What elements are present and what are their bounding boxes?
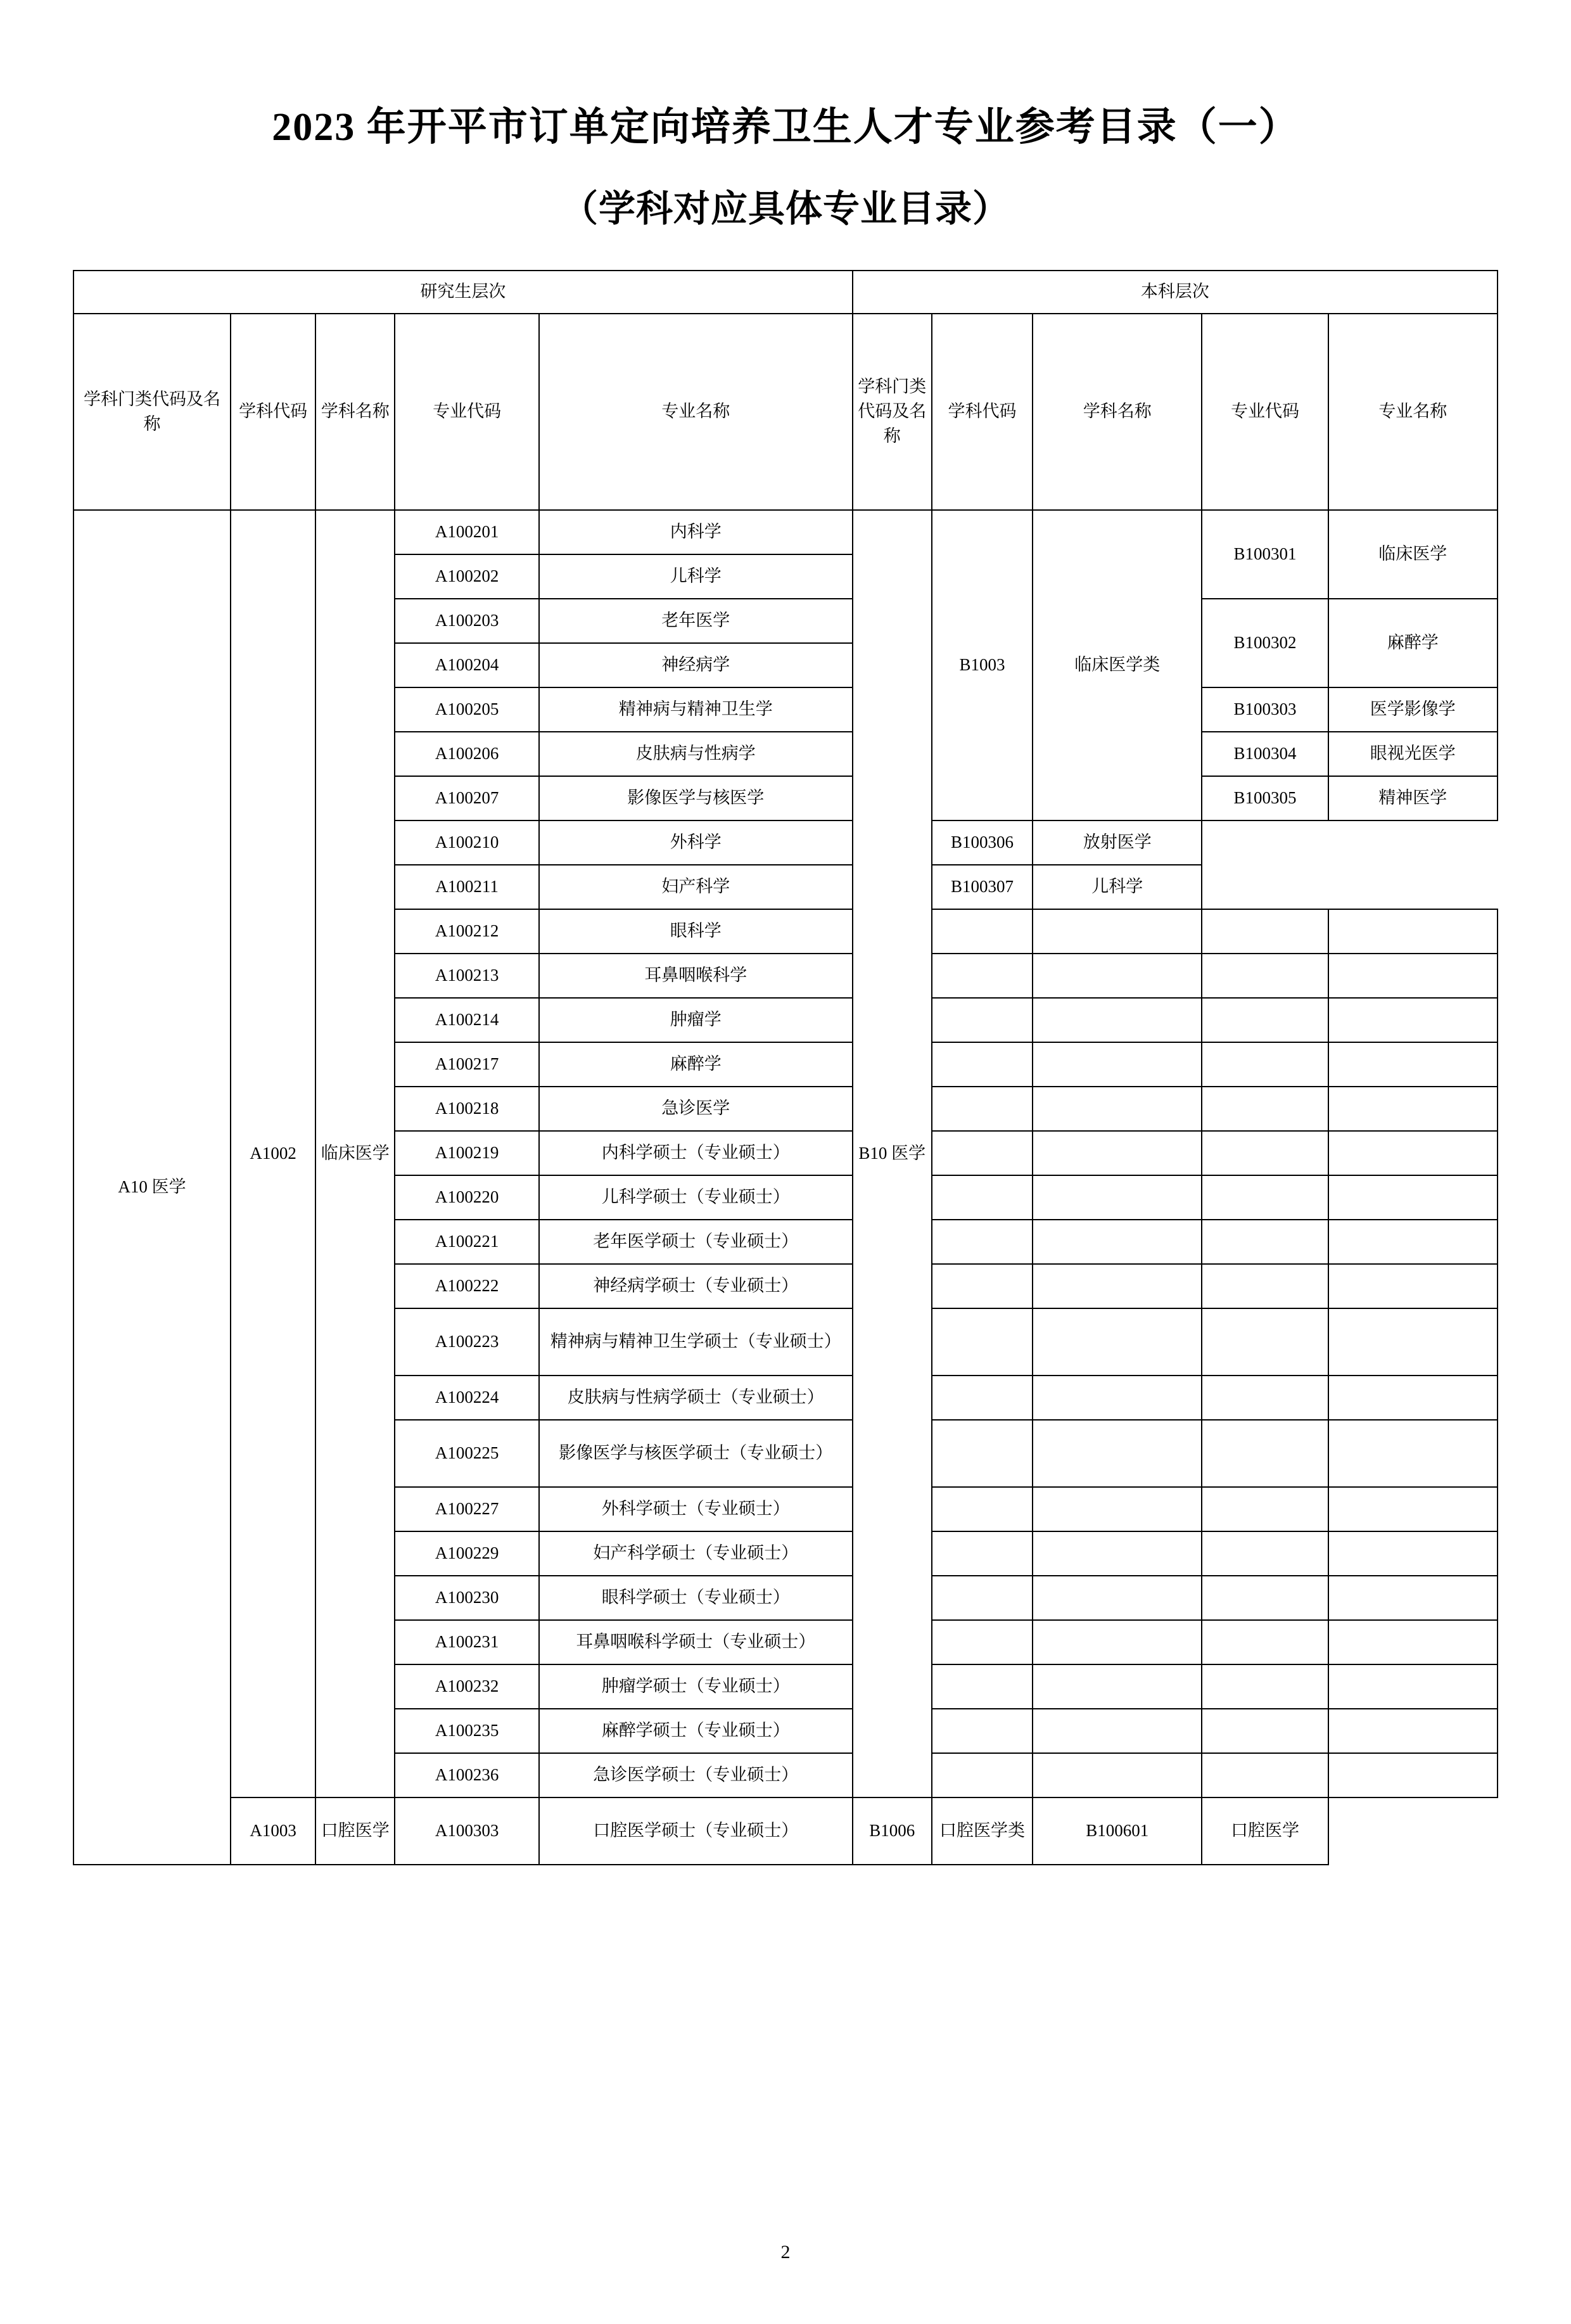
grad-major-name: 内科学 bbox=[539, 510, 853, 554]
page-title: 2023 年开平市订单定向培养卫生人才专业参考目录（一） bbox=[272, 106, 1299, 149]
empty-cell bbox=[1202, 1175, 1328, 1220]
group-header-undergraduate: 本科层次 bbox=[853, 271, 1498, 314]
grad-major-code: A100303 bbox=[395, 1797, 539, 1865]
grad-major-code: A100224 bbox=[395, 1376, 539, 1420]
empty-cell bbox=[1328, 1709, 1498, 1753]
grad-major-code: A100227 bbox=[395, 1487, 539, 1531]
grad-major-name: 肿瘤学 bbox=[539, 998, 853, 1042]
col-header-ug-major-code: 专业代码 bbox=[1202, 314, 1328, 510]
empty-cell bbox=[932, 998, 1033, 1042]
empty-cell bbox=[1033, 1709, 1202, 1753]
grad-major-name: 儿科学硕士（专业硕士） bbox=[539, 1175, 853, 1220]
empty-cell bbox=[1328, 1042, 1498, 1087]
grad-major-code: A100205 bbox=[395, 687, 539, 732]
empty-cell bbox=[1202, 1376, 1328, 1420]
empty-cell bbox=[932, 1264, 1033, 1308]
grad-major-code: A100206 bbox=[395, 732, 539, 776]
empty-cell bbox=[932, 1420, 1033, 1487]
empty-cell bbox=[932, 1042, 1033, 1087]
empty-cell bbox=[1202, 1620, 1328, 1664]
grad-major-name: 皮肤病与性病学硕士（专业硕士） bbox=[539, 1376, 853, 1420]
grad-major-code: A100220 bbox=[395, 1175, 539, 1220]
empty-cell bbox=[1033, 909, 1202, 954]
ug-major-code: B100302 bbox=[1202, 599, 1328, 687]
empty-cell bbox=[1202, 1576, 1328, 1620]
empty-cell bbox=[1328, 1620, 1498, 1664]
grad-subject-code-cell: A1003 bbox=[231, 1797, 315, 1865]
grad-major-code: A100223 bbox=[395, 1308, 539, 1376]
ug-major-name: 儿科学 bbox=[1033, 865, 1202, 909]
col-header-grad-major-code: 专业代码 bbox=[395, 314, 539, 510]
ug-category-cell: B10 医学 bbox=[853, 510, 932, 1797]
empty-cell bbox=[932, 954, 1033, 998]
empty-cell bbox=[1033, 1264, 1202, 1308]
empty-cell bbox=[1033, 1087, 1202, 1131]
empty-cell bbox=[1202, 1487, 1328, 1531]
grad-major-code: A100222 bbox=[395, 1264, 539, 1308]
ug-major-name: 眼视光医学 bbox=[1328, 732, 1498, 776]
empty-cell bbox=[1033, 1487, 1202, 1531]
col-header-ug-subject-code: 学科代码 bbox=[932, 314, 1033, 510]
ug-major-name: 医学影像学 bbox=[1328, 687, 1498, 732]
empty-cell bbox=[1328, 1420, 1498, 1487]
empty-cell bbox=[1033, 1664, 1202, 1709]
ug-major-name: 麻醉学 bbox=[1328, 599, 1498, 687]
empty-cell bbox=[932, 909, 1033, 954]
empty-cell bbox=[1033, 1220, 1202, 1264]
grad-major-name: 影像医学与核医学硕士（专业硕士） bbox=[539, 1420, 853, 1487]
ug-major-name: 放射医学 bbox=[1033, 820, 1202, 865]
grad-subject-name-cell: 口腔医学 bbox=[315, 1797, 395, 1865]
grad-major-name: 神经病学 bbox=[539, 643, 853, 687]
table-row bbox=[73, 510, 1498, 554]
col-header-ug-subject-name: 学科名称 bbox=[1033, 314, 1202, 510]
grad-major-code: A100214 bbox=[395, 998, 539, 1042]
grad-major-code: A100217 bbox=[395, 1042, 539, 1087]
grad-major-name: 精神病与精神卫生学硕士（专业硕士） bbox=[539, 1308, 853, 1376]
col-header-grad-subject-name: 学科名称 bbox=[315, 314, 395, 510]
empty-cell bbox=[1033, 1376, 1202, 1420]
grad-major-name: 内科学硕士（专业硕士） bbox=[539, 1131, 853, 1175]
grad-major-code: A100221 bbox=[395, 1220, 539, 1264]
grad-major-code: A100230 bbox=[395, 1576, 539, 1620]
grad-subject-code-cell: A1002 bbox=[231, 510, 315, 1797]
empty-cell bbox=[1328, 1175, 1498, 1220]
empty-cell bbox=[1328, 1487, 1498, 1531]
empty-cell bbox=[932, 1620, 1033, 1664]
empty-cell bbox=[932, 1131, 1033, 1175]
empty-cell bbox=[1033, 1308, 1202, 1376]
major-catalog-table bbox=[73, 270, 1498, 1865]
ug-subject-name-cell: 临床医学类 bbox=[1033, 510, 1202, 820]
ug-subject-code-cell: B1006 bbox=[853, 1797, 932, 1865]
empty-cell bbox=[1328, 1576, 1498, 1620]
ug-subject-code-cell: B1003 bbox=[932, 510, 1033, 820]
grad-subject-name-cell: 临床医学 bbox=[315, 510, 395, 1797]
grad-major-code: A100219 bbox=[395, 1131, 539, 1175]
grad-major-name: 麻醉学硕士（专业硕士） bbox=[539, 1709, 853, 1753]
grad-major-name: 眼科学硕士（专业硕士） bbox=[539, 1576, 853, 1620]
document-page bbox=[0, 101, 1571, 2324]
page-number: 2 bbox=[780, 2242, 791, 2263]
empty-cell bbox=[1202, 954, 1328, 998]
ug-subject-name-cell: 口腔医学类 bbox=[932, 1797, 1033, 1865]
ug-major-code: B100301 bbox=[1202, 510, 1328, 599]
empty-cell bbox=[932, 1664, 1033, 1709]
empty-cell bbox=[1328, 1753, 1498, 1797]
grad-major-code: A100203 bbox=[395, 599, 539, 643]
empty-cell bbox=[1033, 1531, 1202, 1576]
grad-major-code: A100212 bbox=[395, 909, 539, 954]
empty-cell bbox=[1328, 998, 1498, 1042]
group-header-graduate: 研究生层次 bbox=[73, 271, 853, 314]
grad-major-code: A100211 bbox=[395, 865, 539, 909]
grad-major-code: A100232 bbox=[395, 1664, 539, 1709]
grad-major-code: A100229 bbox=[395, 1531, 539, 1576]
empty-cell bbox=[932, 1175, 1033, 1220]
grad-major-code: A100210 bbox=[395, 820, 539, 865]
ug-major-code: B100304 bbox=[1202, 732, 1328, 776]
empty-cell bbox=[1202, 1753, 1328, 1797]
grad-major-code: A100235 bbox=[395, 1709, 539, 1753]
grad-major-name: 耳鼻咽喉科学硕士（专业硕士） bbox=[539, 1620, 853, 1664]
empty-cell bbox=[932, 1376, 1033, 1420]
ug-major-name: 精神医学 bbox=[1328, 776, 1498, 820]
grad-major-name: 急诊医学 bbox=[539, 1087, 853, 1131]
title-block bbox=[0, 101, 1571, 232]
empty-cell bbox=[1033, 1175, 1202, 1220]
grad-major-name: 妇产科学 bbox=[539, 865, 853, 909]
empty-cell bbox=[1202, 1709, 1328, 1753]
grad-major-code: A100207 bbox=[395, 776, 539, 820]
empty-cell bbox=[1328, 1308, 1498, 1376]
empty-cell bbox=[1033, 954, 1202, 998]
ug-major-name: 临床医学 bbox=[1328, 510, 1498, 599]
empty-cell bbox=[932, 1753, 1033, 1797]
table-group-header-row bbox=[73, 271, 1498, 314]
empty-cell bbox=[1033, 1420, 1202, 1487]
grad-major-name: 妇产科学硕士（专业硕士） bbox=[539, 1531, 853, 1576]
col-header-ug-category: 学科门类代码及名称 bbox=[853, 314, 932, 510]
grad-major-name: 眼科学 bbox=[539, 909, 853, 954]
empty-cell bbox=[1202, 1131, 1328, 1175]
empty-cell bbox=[932, 1531, 1033, 1576]
grad-major-name: 急诊医学硕士（专业硕士） bbox=[539, 1753, 853, 1797]
grad-major-code: A100213 bbox=[395, 954, 539, 998]
grad-major-name: 影像医学与核医学 bbox=[539, 776, 853, 820]
table-row bbox=[73, 1797, 1498, 1865]
empty-cell bbox=[1202, 909, 1328, 954]
empty-cell bbox=[1328, 1664, 1498, 1709]
grad-major-name: 麻醉学 bbox=[539, 1042, 853, 1087]
col-header-grad-category: 学科门类代码及名称 bbox=[73, 314, 231, 510]
empty-cell bbox=[1202, 1042, 1328, 1087]
grad-major-name: 耳鼻咽喉科学 bbox=[539, 954, 853, 998]
grad-major-code: A100204 bbox=[395, 643, 539, 687]
empty-cell bbox=[1033, 998, 1202, 1042]
grad-major-name: 口腔医学硕士（专业硕士） bbox=[539, 1797, 853, 1865]
grad-major-code: A100225 bbox=[395, 1420, 539, 1487]
col-header-grad-major-name: 专业名称 bbox=[539, 314, 853, 510]
ug-major-code: B100305 bbox=[1202, 776, 1328, 820]
page-subtitle: （学科对应具体专业目录） bbox=[561, 188, 1010, 229]
grad-major-code: A100218 bbox=[395, 1087, 539, 1131]
empty-cell bbox=[1033, 1042, 1202, 1087]
empty-cell bbox=[932, 1487, 1033, 1531]
grad-major-name: 外科学 bbox=[539, 820, 853, 865]
grad-major-name: 精神病与精神卫生学 bbox=[539, 687, 853, 732]
ug-major-name: 口腔医学 bbox=[1202, 1797, 1328, 1865]
col-header-ug-major-name: 专业名称 bbox=[1328, 314, 1498, 510]
grad-major-name: 儿科学 bbox=[539, 554, 853, 599]
grad-major-code: A100201 bbox=[395, 510, 539, 554]
empty-cell bbox=[932, 1220, 1033, 1264]
grad-major-name: 外科学硕士（专业硕士） bbox=[539, 1487, 853, 1531]
empty-cell bbox=[932, 1087, 1033, 1131]
grad-major-name: 皮肤病与性病学 bbox=[539, 732, 853, 776]
ug-major-code: B100306 bbox=[932, 820, 1033, 865]
empty-cell bbox=[1328, 1131, 1498, 1175]
empty-cell bbox=[1328, 1087, 1498, 1131]
empty-cell bbox=[932, 1576, 1033, 1620]
empty-cell bbox=[1202, 998, 1328, 1042]
grad-major-code: A100236 bbox=[395, 1753, 539, 1797]
empty-cell bbox=[1328, 909, 1498, 954]
empty-cell bbox=[1328, 1531, 1498, 1576]
grad-major-code: A100202 bbox=[395, 554, 539, 599]
empty-cell bbox=[1328, 1264, 1498, 1308]
empty-cell bbox=[1202, 1531, 1328, 1576]
empty-cell bbox=[1033, 1753, 1202, 1797]
empty-cell bbox=[1202, 1220, 1328, 1264]
grad-major-name: 肿瘤学硕士（专业硕士） bbox=[539, 1664, 853, 1709]
empty-cell bbox=[1202, 1308, 1328, 1376]
ug-major-code: B100307 bbox=[932, 865, 1033, 909]
grad-category-cell: A10 医学 bbox=[73, 510, 231, 1865]
empty-cell bbox=[932, 1709, 1033, 1753]
grad-major-code: A100231 bbox=[395, 1620, 539, 1664]
ug-major-code: B100303 bbox=[1202, 687, 1328, 732]
empty-cell bbox=[1328, 954, 1498, 998]
empty-cell bbox=[1328, 1220, 1498, 1264]
empty-cell bbox=[1202, 1664, 1328, 1709]
grad-major-name: 老年医学 bbox=[539, 599, 853, 643]
empty-cell bbox=[932, 1308, 1033, 1376]
grad-major-name: 神经病学硕士（专业硕士） bbox=[539, 1264, 853, 1308]
table-column-header-row bbox=[73, 314, 1498, 510]
empty-cell bbox=[1202, 1420, 1328, 1487]
empty-cell bbox=[1033, 1131, 1202, 1175]
empty-cell bbox=[1328, 1376, 1498, 1420]
grad-major-name: 老年医学硕士（专业硕士） bbox=[539, 1220, 853, 1264]
empty-cell bbox=[1033, 1620, 1202, 1664]
empty-cell bbox=[1033, 1576, 1202, 1620]
ug-major-code: B100601 bbox=[1033, 1797, 1202, 1865]
empty-cell bbox=[1202, 1087, 1328, 1131]
col-header-grad-subject-code: 学科代码 bbox=[231, 314, 315, 510]
empty-cell bbox=[1202, 1264, 1328, 1308]
